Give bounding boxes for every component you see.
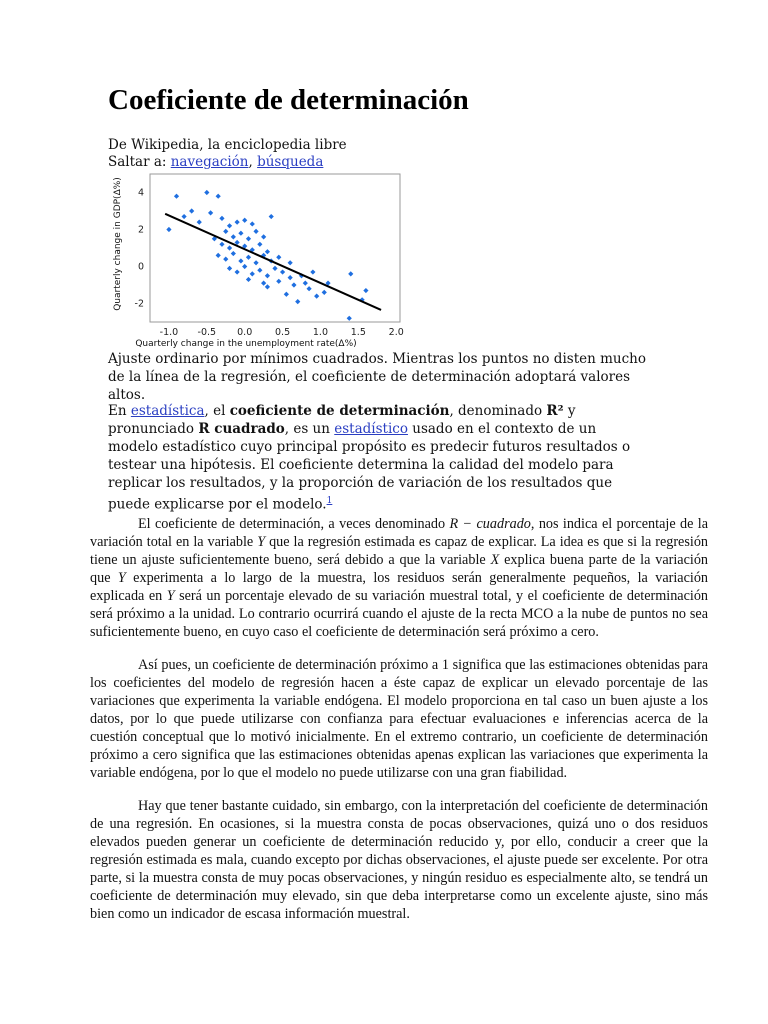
book-text: que la regresión estimada es capaz de explicar. La idea es que si la regresión tiene un ajuste suficientemente bueno, será debido a que la variable bbox=[90, 534, 709, 568]
book-text: Hay que tener bastante cuidado, sin embargo, con la interpretación del coeficiente de determinación de una regresión. En ocasiones, si la muestra consta de pocas observaciones, quizá uno o dos residuos elevados pueden generar un coeficiente de determinación reducido y, por ello, conducir a creer que la regresión estimada es mala, cuando excepto por dichas observaciones, el ajuste puede ser excelente. Por otra parte, si la muestra consta de muy pocas observaciones, y ningún residuo es especialmente alto, se tendrá un coeficiente de determinación muy elevado, sin que deba interpretarse como un excelente ajuste, sino más bien como un indicador de escasa información muestral. bbox=[90, 798, 708, 922]
y-tick-label: -2 bbox=[134, 298, 144, 310]
x-tick-label: 0.0 bbox=[237, 327, 253, 338]
x-ticks bbox=[160, 327, 404, 338]
jump-separator: , bbox=[248, 154, 253, 170]
reference-link[interactable]: 1 bbox=[326, 496, 333, 506]
book-text: , nos indica el porcentaje de la variación total en la variable bbox=[90, 516, 709, 550]
source-note: De Wikipedia, la enciclopedia libre bbox=[108, 137, 347, 153]
jump-prefix: Saltar a: bbox=[108, 154, 167, 170]
book-paragraph-2 bbox=[90, 656, 708, 782]
intro-paragraph bbox=[108, 402, 648, 514]
x-tick-label: 1.5 bbox=[350, 327, 366, 338]
x-tick-label: -1.0 bbox=[159, 327, 179, 338]
book-text: experimenta a lo largo de la muestra, los residuos serán generalmente pequeños, la variación explicada en bbox=[90, 570, 709, 604]
x-tick-label: -0.5 bbox=[197, 327, 217, 338]
book-paragraph-1 bbox=[90, 515, 708, 641]
x-tick-label: 1.0 bbox=[312, 327, 329, 338]
jump-links bbox=[108, 154, 347, 171]
intro-text: , es un bbox=[284, 421, 330, 437]
book-text: será un porcentaje elevado de su variación muestral total, y el coeficiente de determinación será próximo a la unidad. Lo contrario ocurrirá cuando el ajuste de la recta MCO a la nube de puntos no sea suficientemente bueno, en cuyo caso el coeficiente de determinación será próximo a cero. bbox=[90, 588, 709, 640]
page-meta bbox=[108, 137, 347, 171]
math-r-cuadrado: R − cuadrado bbox=[449, 516, 531, 532]
figure-caption: Ajuste ordinario por mínimos cuadrados. Mientras los puntos no disten mucho de la línea de la regresión, el coeficiente de determinación adoptará valores altos. bbox=[108, 351, 646, 403]
x-tick-label: 2.0 bbox=[388, 327, 404, 338]
book-text: El coeficiente de determinación, a veces denominado bbox=[138, 516, 446, 532]
term-r2: R² bbox=[546, 403, 564, 419]
estadistica-link[interactable]: estadística bbox=[130, 403, 205, 419]
math-x: X bbox=[490, 552, 500, 568]
search-link[interactable]: búsqueda bbox=[257, 154, 324, 170]
estadistico-link[interactable]: estadístico bbox=[334, 421, 408, 437]
intro-text: y pronunciado bbox=[108, 403, 576, 437]
math-y: Y bbox=[117, 570, 126, 586]
scatter-chart bbox=[108, 172, 408, 348]
intro-text: usado en el contexto de un modelo estadístico cuyo principal propósito es predecir futuros resultados o testear una hipótesis. El coeficiente determina la calidad del modelo para replicar los resultados, y la proporción de variación de los resultados que puede explicarse por el modelo. bbox=[108, 421, 631, 513]
page-title: Coeficiente de determinación bbox=[108, 84, 469, 116]
y-tick-label: 4 bbox=[137, 187, 144, 199]
y-ticks bbox=[135, 188, 144, 310]
x-axis-label: Quarterly change in the unemployment rate(Δ%) bbox=[135, 339, 357, 348]
term-r-cuadrado: R cuadrado bbox=[198, 421, 285, 437]
math-y: Y bbox=[166, 588, 175, 604]
intro-text: , el bbox=[204, 403, 226, 419]
y-axis-label: Quarterly change in GDP(Δ%) bbox=[113, 177, 123, 311]
y-tick-label: 0 bbox=[137, 261, 144, 273]
navigation-link[interactable]: navegación bbox=[170, 154, 249, 170]
math-y: Y bbox=[257, 534, 266, 550]
book-paragraph-3 bbox=[90, 797, 708, 923]
y-tick-label: 2 bbox=[137, 224, 144, 236]
x-tick-label: 0.5 bbox=[275, 327, 291, 338]
term-bold: coeficiente de determinación bbox=[229, 403, 450, 419]
intro-text: , denominado bbox=[449, 403, 543, 419]
book-text: explica buena parte de la variación que bbox=[90, 552, 709, 586]
intro-text: En bbox=[108, 403, 127, 419]
book-text: Así pues, un coeficiente de determinación próximo a 1 significa que las estimaciones obtenidas para los coeficientes del modelo de regresión hacen a éste capaz de explicar un elevado porcentaje de las variaciones que experimenta la variable endógena. El modelo proporciona en tal caso un buen ajuste a los datos, por lo que puede utilizarse con confianza para efectuar evaluaciones e inferencias acerca de la cuestión conceptual que lo motivó inicialmente. En el extremo contrario, un coeficiente de determinación próximo a cero significa que las estimaciones obtenidas apenas explican las variaciones que experimenta la variable endógena, por lo que el modelo no puede utilizarse con una gran fiabilidad. bbox=[90, 657, 708, 781]
